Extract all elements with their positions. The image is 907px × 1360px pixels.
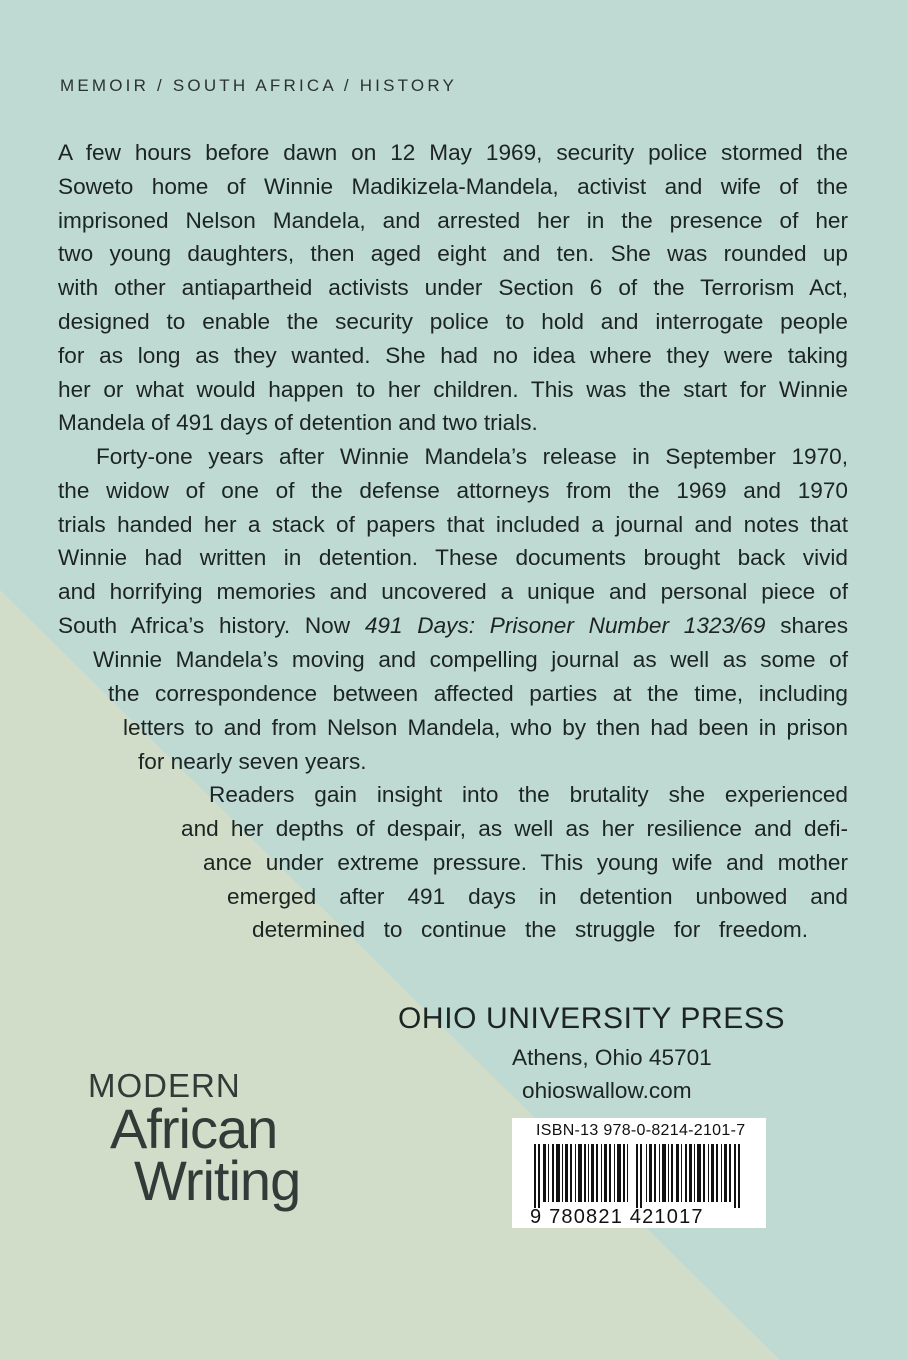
text-line: her or what would happen to her children. This was the start for Winnie (58, 376, 848, 402)
text-line: A few hours before dawn on 12 May 1969, security police stormed the (58, 140, 848, 165)
text-fragment: shares (765, 612, 849, 638)
text-line: letters to and from Nelson Mandela, who by then had been in prison (123, 715, 848, 740)
category-heading: MEMOIR / SOUTH AFRICA / HISTORY (60, 76, 458, 95)
text-line: and her depths of despair, as well as her resilience and defi- (181, 816, 848, 841)
text-line: the correspondence between affected parties at the time, including (108, 681, 848, 706)
text-line: with other antiapartheid activists under Section 6 of the Terrorism Act, (58, 275, 848, 301)
barcode-bars-icon (530, 1144, 752, 1208)
description-paragraph-3 (252, 913, 808, 947)
series-logo (88, 1067, 301, 1212)
text-line (58, 609, 848, 643)
text-line: determined to continue the struggle for freedom. (252, 917, 808, 942)
isbn-barcode (512, 1118, 766, 1228)
series-logo-line: Writing (134, 1149, 301, 1212)
isbn-label: ISBN-13 978-0-8214-2101-7 (536, 1122, 746, 1139)
description-paragraph-2-continued (108, 677, 848, 711)
description-paragraph-1 (58, 136, 848, 440)
description-paragraph-3 (209, 778, 848, 812)
publisher-address: Athens, Ohio 45701 (512, 1045, 712, 1070)
description-paragraph-2 (58, 440, 848, 643)
text-line: ance under extreme pressure. This young wife and mother (203, 850, 848, 875)
text-line: designed to enable the security police to hold and interrogate people (58, 308, 848, 334)
text-line: emerged after 491 days in detention unbowed and (227, 884, 848, 909)
book-title: 491 Days: Prisoner Number 1323/69 (364, 612, 766, 638)
barcode-digits: 9 780821 421017 (530, 1206, 704, 1228)
description-paragraph-3 (227, 880, 848, 914)
text-line: trials handed her a stack of papers that included a journal and notes that (58, 511, 848, 537)
text-line: and horrifying memories and uncovered a unique and personal piece of (58, 579, 848, 605)
description-paragraph-3 (203, 846, 848, 880)
text-line: for nearly seven years. (138, 749, 367, 774)
text-line: Mandela of 491 days of detention and two trials. (58, 410, 538, 436)
publisher-website: ohioswallow.com (522, 1078, 692, 1103)
text-line: imprisoned Nelson Mandela, and arrested her in the presence of her (58, 207, 848, 233)
description-paragraph-3 (181, 812, 848, 846)
text-line: the widow of one of the defense attorneys from the 1969 and 1970 (58, 477, 848, 503)
text-line: Forty-one years after Winnie Mandela’s release in September 1970, (96, 444, 848, 469)
text-line: Winnie had written in detention. These documents brought back vivid (58, 545, 848, 571)
text-line: for as long as they wanted. She had no idea where they were taking (58, 342, 848, 368)
text-line: Winnie Mandela’s moving and compelling journal as well as some of (93, 647, 848, 672)
text-fragment: South Africa’s history. Now (58, 612, 365, 638)
text-line: Soweto home of Winnie Madikizela-Mandela, activist and wife of the (58, 173, 848, 199)
description-paragraph-2-continued (93, 643, 848, 677)
series-logo-line: African (110, 1097, 278, 1160)
series-logo-line: MODERN (88, 1067, 241, 1104)
publisher-name: OHIO UNIVERSITY PRESS (398, 1002, 786, 1035)
description-paragraph-2-continued (123, 711, 848, 745)
text-line: Readers gain insight into the brutality she experienced (209, 782, 848, 807)
text-line: two young daughters, then aged eight and ten. She was rounded up (58, 241, 848, 267)
description-paragraph-2-continued (138, 745, 848, 779)
